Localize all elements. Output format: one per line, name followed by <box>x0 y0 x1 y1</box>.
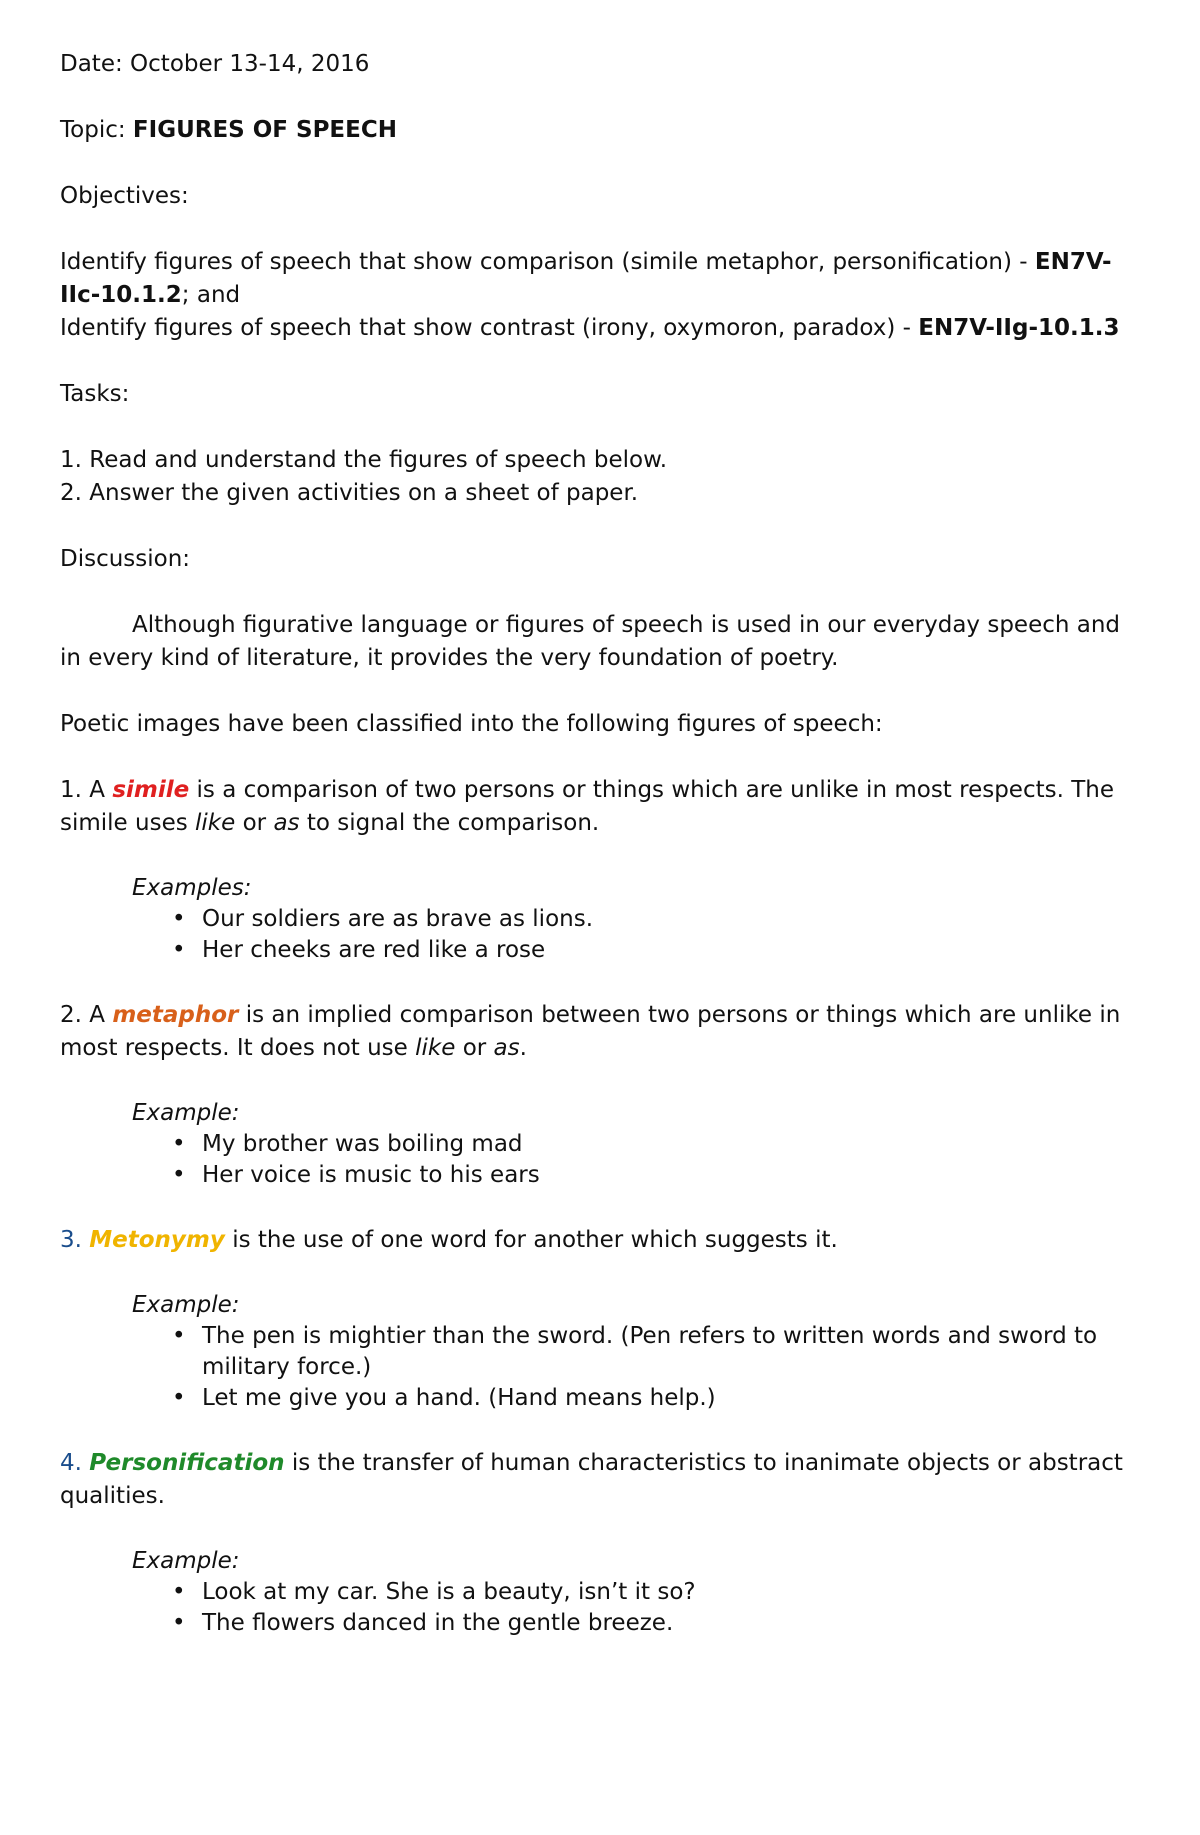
example-text: My brother was boiling mad <box>202 1131 523 1157</box>
figure-number: 3. <box>60 1227 82 1253</box>
objective-2 <box>60 312 1140 345</box>
figure-term-personification: Personification <box>89 1450 285 1476</box>
date-label: Date: <box>60 51 123 77</box>
examples-label: Example: <box>132 1548 240 1574</box>
figure-number: 2. A <box>60 1002 105 1028</box>
list-item <box>172 1160 1140 1191</box>
examples-label: Examples: <box>132 875 252 901</box>
example-text: The pen is mightier than the sword. (Pen refers to written words and sword to military force.) <box>202 1323 1098 1380</box>
connector: or <box>242 810 267 836</box>
examples-list <box>60 904 1140 966</box>
examples-list <box>60 1577 1140 1639</box>
topic-value: FIGURES OF SPEECH <box>132 117 397 143</box>
figure-metonymy-definition <box>60 1224 1140 1257</box>
discussion-intro: Poetic images have been classified into the following figures of speech: <box>60 711 883 737</box>
example-text: Look at my car. She is a beauty, isn’t it so? <box>202 1579 696 1605</box>
figure-term-metaphor: metaphor <box>112 1002 239 1028</box>
definition-text: is a comparison of two persons or things which are unlike in most respects. The simile uses <box>60 777 1115 836</box>
objective-1 <box>60 246 1140 312</box>
tasks-heading: Tasks: <box>60 381 130 407</box>
figure-number: 4. <box>60 1450 82 1476</box>
bullet-icon: • <box>172 906 186 932</box>
figure-term-simile: simile <box>112 777 190 803</box>
task-item: 1. Read and understand the figures of speech below. <box>60 447 668 473</box>
examples-label: Example: <box>132 1100 240 1126</box>
figure-personification-definition <box>60 1447 1140 1513</box>
objective-1-code: EN7V-IIc-10.1.2 <box>60 249 1112 308</box>
example-text: Her cheeks are red like a rose <box>202 937 546 963</box>
examples-list <box>60 1129 1140 1191</box>
examples-label: Example: <box>132 1292 240 1318</box>
bullet-icon: • <box>172 1323 186 1349</box>
connector: or <box>462 1035 487 1061</box>
example-text: Let me give you a hand. (Hand means help.) <box>202 1385 716 1411</box>
bullet-icon: • <box>172 1162 186 1188</box>
example-text: Our soldiers are as brave as lions. <box>202 906 594 932</box>
keyword-as: as <box>273 810 300 836</box>
examples-list <box>60 1321 1140 1414</box>
figure-metaphor-definition <box>60 999 1140 1065</box>
list-item <box>172 1608 1140 1639</box>
list-item <box>172 1129 1140 1160</box>
figure-number: 1. A <box>60 777 105 803</box>
task-item: 2. Answer the given activities on a sheet of paper. <box>60 480 639 506</box>
definition-text: is the transfer of human characteristics to inanimate objects or abstract qualities. <box>60 1450 1123 1509</box>
definition-text: to signal the comparison. <box>306 810 600 836</box>
figure-term-metonymy: Metonymy <box>89 1227 225 1253</box>
discussion-heading: Discussion: <box>60 546 191 572</box>
topic-label: Topic: <box>60 117 126 143</box>
list-item <box>172 1577 1140 1608</box>
definition-text: is the use of one word for another which suggests it. <box>232 1227 838 1253</box>
list-item <box>172 904 1140 935</box>
list-item <box>172 935 1140 966</box>
keyword-like: like <box>195 810 236 836</box>
objective-1-tail: ; and <box>181 282 241 308</box>
discussion-paragraph: Although figurative language or figures of speech is used in our everyday speech and in every kind of literature, it provides the very foundation of poetry. <box>60 612 1121 671</box>
definition-text: is an implied comparison between two persons or things which are unlike in most respects. It does not use <box>60 1002 1121 1061</box>
bullet-icon: • <box>172 1579 186 1605</box>
objective-1-text: Identify figures of speech that show comparison (simile metaphor, personification) - <box>60 249 1028 275</box>
bullet-icon: • <box>172 1610 186 1636</box>
figure-simile-definition <box>60 774 1140 840</box>
list-item <box>172 1321 1140 1383</box>
example-text: The flowers danced in the gentle breeze. <box>202 1610 674 1636</box>
keyword-as: as <box>493 1035 520 1061</box>
keyword-like: like <box>415 1035 456 1061</box>
bullet-icon: • <box>172 937 186 963</box>
bullet-icon: • <box>172 1385 186 1411</box>
topic-line <box>60 114 1140 147</box>
bullet-icon: • <box>172 1131 186 1157</box>
objectives-heading: Objectives: <box>60 183 189 209</box>
date-line <box>60 48 1140 81</box>
list-item <box>172 1383 1140 1414</box>
objective-2-text: Identify figures of speech that show contrast (irony, oxymoron, paradox) - <box>60 315 911 341</box>
date-value: October 13-14, 2016 <box>130 51 370 77</box>
objective-2-code: EN7V-IIg-10.1.3 <box>918 315 1120 341</box>
example-text: Her voice is music to his ears <box>202 1162 540 1188</box>
definition-text: . <box>519 1035 527 1061</box>
